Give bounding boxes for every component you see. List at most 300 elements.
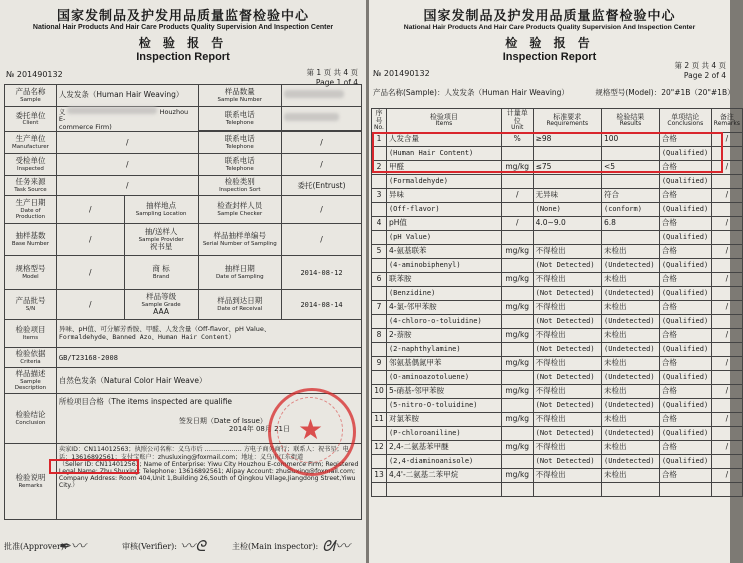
item-name: pH值 (386, 216, 501, 230)
unit: / (501, 216, 533, 230)
row-number-en (372, 454, 387, 468)
row-base (5, 224, 362, 256)
approver-label: 批准(Approver): (4, 542, 67, 551)
sample-line (373, 87, 735, 98)
remark-en (711, 286, 742, 300)
table-row-en (372, 426, 743, 440)
item-name-en: (4-chloro-o-toluidine) (386, 314, 501, 328)
column-header (372, 109, 387, 133)
row-production (5, 196, 362, 224)
item-name: 异味 (386, 188, 501, 202)
table-row-en (372, 370, 743, 384)
result: 未检出 (602, 244, 660, 258)
item-name-en: (Benzidine) (386, 286, 501, 300)
row-number-en (372, 230, 387, 244)
requirement: 不得检出 (533, 468, 601, 482)
conclusion: 合格 (659, 272, 711, 286)
task-source-label: 任务来源 Task Source (5, 176, 57, 196)
conclusion-en: (Qualified) (659, 230, 711, 244)
table-row (372, 216, 743, 230)
result: 未检出 (602, 384, 660, 398)
unit: % (501, 132, 533, 146)
item-name: 人发含量 (386, 132, 501, 146)
table-row-en (372, 454, 743, 468)
result-en: (Undetected) (602, 370, 660, 384)
remark: / (711, 216, 742, 230)
org-title-cn: 国家发制品及护发用品质量监督检验中心 (56, 9, 309, 24)
conclusion: 合格 (659, 468, 711, 482)
item-name: 4-氨基联苯 (386, 244, 501, 258)
table-row-en (372, 314, 743, 328)
result: 符合 (602, 188, 660, 202)
sampling-date-label: 抽样日期 Date of Sampling (198, 256, 282, 290)
column-header-cn: 序号 (375, 109, 383, 126)
serial-label: 样品抽样单编号 Serial Number of Sampling (198, 224, 282, 256)
row-number-en (372, 342, 387, 356)
unit-en (501, 286, 533, 300)
column-header-cn: 检验结果 (616, 113, 645, 122)
result-en: (Undetected) (602, 342, 660, 356)
model-value: / (56, 256, 124, 290)
client-tel-label: 联系电话 Telephone (198, 107, 282, 131)
conclusion: 合格 (659, 440, 711, 454)
result: 未检出 (602, 300, 660, 314)
unit: mg/kg (501, 328, 533, 342)
result: 未检出 (602, 328, 660, 342)
row-number-en (372, 258, 387, 272)
remark-en (711, 482, 742, 496)
unit: mg/kg (501, 300, 533, 314)
verifier-label: 审核(Verifier): (122, 542, 177, 551)
unit-en (501, 398, 533, 412)
column-header-cn: 备注 (719, 113, 734, 122)
item-name-en (386, 482, 501, 496)
table-row-en (372, 258, 743, 272)
task-source-value: / (56, 176, 198, 196)
items-label: 检验项目 Items (5, 320, 57, 348)
requirement-en: (Not Detected) (533, 314, 601, 328)
remark: / (711, 328, 742, 342)
table-row-en (372, 342, 743, 356)
unit-en (501, 314, 533, 328)
table-row-en (372, 202, 743, 216)
conclusion-en: (Qualified) (659, 286, 711, 300)
unit: mg/kg (501, 412, 533, 426)
row-number: 1 (372, 132, 387, 146)
unit: mg/kg (501, 160, 533, 174)
inspected-label: 受检单位 Inspected (5, 154, 57, 176)
requirement-en: (None) (533, 202, 601, 216)
remark-en (711, 258, 742, 272)
sample-label: 产品名称(Sample)： (373, 88, 445, 97)
prod-date-label: 生产日期 Date of Production (5, 196, 57, 224)
remark-en (711, 230, 742, 244)
seller-id-highlight (49, 459, 139, 474)
conclusion: 合格 (659, 188, 711, 202)
row-number: 3 (372, 188, 387, 202)
table-row (372, 272, 743, 286)
conclusion-en: (Qualified) (659, 398, 711, 412)
redacted-tel (284, 113, 339, 121)
conclusion-en: (Qualified) (659, 202, 711, 216)
org-title-en: National Hair Products And Hair Care Products Quality Supervision And Inspection Center (32, 24, 334, 31)
requirement: 不得检出 (533, 328, 601, 342)
remark: / (711, 188, 742, 202)
column-header-cn: 检验项目 (429, 113, 458, 122)
column-header-en: Conclusions (667, 120, 704, 128)
report-number: № 201490132 (6, 70, 63, 79)
report-title-en-p2: Inspection Report (502, 51, 597, 63)
client-value: 义 Houzhou E- commerce Firm) (56, 107, 198, 132)
column-header-en: Remarks (713, 120, 740, 128)
table-row (372, 468, 743, 482)
description-label: 样品描述 Sample Description (5, 368, 57, 394)
org-title-en-p2: National Hair Products And Hair Care Products Quality Supervision And Inspection Center (403, 24, 696, 31)
conclusion-en: (Qualified) (659, 314, 711, 328)
row-number: 2 (372, 160, 387, 174)
column-header-cn: 单项结论 (671, 113, 700, 122)
page-indicator-en-p2: Page 2 of 4 (683, 71, 726, 80)
column-header-en: Items (435, 120, 453, 128)
requirement: 不得检出 (533, 412, 601, 426)
base-number-value: / (56, 224, 124, 256)
conclusion: 合格 (659, 160, 711, 174)
sort-value: 委托(Entrust) (282, 176, 362, 196)
criteria-label: 检验依据 Criteria (5, 348, 57, 368)
unit: mg/kg (501, 244, 533, 258)
unit: mg/kg (501, 440, 533, 454)
client-tel-value (282, 107, 362, 131)
conclusion-en: (Qualified) (659, 454, 711, 468)
requirement: 不得检出 (533, 300, 601, 314)
result-en: (Undetected) (602, 258, 660, 272)
requirement: ≥98 (533, 132, 601, 146)
row-items (5, 320, 362, 348)
official-seal (268, 388, 356, 476)
item-name-en: (2,4-diaminoanisole) (386, 454, 501, 468)
requirement-en (533, 482, 601, 496)
conclusion: 合格 (659, 328, 711, 342)
unit-en (501, 258, 533, 272)
item-name-en: (P-chloroaniline) (386, 426, 501, 440)
row-client (5, 107, 362, 131)
row-number-en (372, 482, 387, 496)
report-page-1 (0, 0, 366, 563)
issue-label: 签发日期（Date of Issue） (178, 417, 267, 426)
column-header (602, 109, 660, 133)
row-batch (5, 290, 362, 320)
row-number-en (372, 286, 387, 300)
row-criteria (5, 348, 362, 368)
page-indicator-cn: 第 1 页 共 4 页 (306, 68, 358, 77)
conclusion: 合格 (659, 300, 711, 314)
requirement: 不得检出 (533, 356, 601, 370)
row-task-source (5, 176, 362, 196)
item-name: 5-硝基-邻甲苯胺 (386, 384, 501, 398)
item-name-en: (4-aminobiphenyl) (386, 258, 501, 272)
item-name-en: (Formaldehyde) (386, 174, 501, 188)
issue-date: 2014年 08月 21日 (228, 425, 290, 434)
batch-label: 产品批号 S/N (5, 290, 57, 320)
inspector-label: 主检(Main inspector): (232, 542, 319, 551)
item-name: 4,4'-二氨基二苯甲烷 (386, 468, 501, 482)
conclusion-en: (Qualified) (659, 370, 711, 384)
result-en (602, 230, 660, 244)
table-row (372, 356, 743, 370)
manufacturer-value: / (56, 132, 198, 154)
item-name: 2,4-二氨基苯甲醚 (386, 440, 501, 454)
sample-value: 人发发条（Human Hair Weaving） (444, 88, 569, 97)
item-name: 对氯苯胺 (386, 412, 501, 426)
remark: / (711, 300, 742, 314)
redacted-client (67, 107, 157, 114)
criteria-value: GB/T23168-2008 (56, 348, 361, 368)
model-value-p2: 20"#1B（20"#1B） (661, 88, 735, 97)
manufacturer-label: 生产单位 Manufacturer (5, 132, 57, 154)
row-number: 6 (372, 272, 387, 286)
column-header-en: Requirements (546, 120, 589, 128)
row-product (5, 85, 362, 107)
manufacturer-tel-label: 联系电话 Telephone (198, 132, 282, 154)
row-number: 9 (372, 356, 387, 370)
result-en: (conform) (602, 202, 660, 216)
item-name: 邻氨基偶氮甲苯 (386, 356, 501, 370)
column-header (386, 109, 501, 133)
remark: / (711, 412, 742, 426)
conclusion-value: 所检项目合格（The items inspected are qualifie 签发日期（Date of Issue） 2014年 08月 21日 (56, 394, 361, 444)
item-name-en: (pH Value) (386, 230, 501, 244)
remark-en (711, 426, 742, 440)
results-body (372, 132, 743, 496)
requirement-en: (Not Detected) (533, 426, 601, 440)
approver-signature: ✒︎〰 (58, 537, 86, 555)
table-row (372, 328, 743, 342)
item-name-en: (5-nitro-O-toluidine) (386, 398, 501, 412)
items-value: 异味、pH值、可分解芳香胺、甲醛、人发含量（Off-flavor、pH Value、 Formaldehyde、Banned Azo、Human Hair Content） (56, 320, 361, 348)
table-row-en (372, 174, 743, 188)
item-name-en: (Human Hair Content) (386, 146, 501, 160)
table-row-en (372, 230, 743, 244)
requirement: 不得检出 (533, 440, 601, 454)
requirement-en: (Not Detected) (533, 286, 601, 300)
requirement-en: (Not Detected) (533, 370, 601, 384)
requirement-en: (Not Detected) (533, 398, 601, 412)
inspected-value: / (56, 154, 198, 176)
row-inspected (5, 154, 362, 176)
receipt-date-label: 样品到达日期 Date of Receival (198, 290, 282, 320)
batch-value: / (56, 290, 124, 320)
result: 未检出 (602, 440, 660, 454)
item-name-en: (2-naphthylamine) (386, 342, 501, 356)
model-label-p2: 规格型号(Model)： (595, 88, 662, 97)
seal-star-icon: ★ (298, 413, 324, 446)
unit-en (501, 174, 533, 188)
unit: / (501, 188, 533, 202)
column-header (711, 109, 742, 133)
unit: mg/kg (501, 272, 533, 286)
remark-en (711, 370, 742, 384)
remark: / (711, 384, 742, 398)
row-number-en (372, 174, 387, 188)
conclusion-en: (Qualified) (659, 258, 711, 272)
row-number: 12 (372, 440, 387, 454)
report-title-cn: 检 验 报 告 (138, 36, 228, 50)
row-number: 13 (372, 468, 387, 482)
requirement: 不得检出 (533, 384, 601, 398)
requirement: 无异味 (533, 188, 601, 202)
verifier-signature: 〰ᘓ (180, 537, 206, 555)
description-value: 自然色发条（Natural Color Hair Weave） (56, 368, 361, 394)
sampling-loc-label: 抽样地点 Sampling Location (124, 196, 198, 224)
model-label: 规格型号 Model (5, 256, 57, 290)
result: 100 (602, 132, 660, 146)
row-model (5, 256, 362, 290)
conclusion-en: (Qualified) (659, 174, 711, 188)
page-indicator-cn-p2: 第 2 页 共 4 页 (674, 61, 726, 70)
result-en: (Undetected) (602, 426, 660, 440)
conclusion: 合格 (659, 216, 711, 230)
report-page-2 (369, 0, 740, 563)
conclusion: 合格 (659, 132, 711, 146)
remark: / (711, 468, 742, 482)
item-name: 甲醛 (386, 160, 501, 174)
conclusion-en: (Qualified) (659, 146, 711, 160)
remark: / (711, 440, 742, 454)
remark-en (711, 342, 742, 356)
row-number: 10 (372, 384, 387, 398)
conclusion-en: (Qualified) (659, 342, 711, 356)
table-row (372, 412, 743, 426)
row-number: 7 (372, 300, 387, 314)
table-row (372, 188, 743, 202)
requirement: 不得检出 (533, 244, 601, 258)
requirement-en: (Not Detected) (533, 454, 601, 468)
unit: mg/kg (501, 356, 533, 370)
inspected-tel-label: 联系电话 Telephone (198, 154, 282, 176)
checker-value: / (282, 196, 362, 224)
remark: / (711, 272, 742, 286)
table-row-en (372, 398, 743, 412)
unit-en (501, 202, 533, 216)
result-en: (Undetected) (602, 454, 660, 468)
remark-en (711, 202, 742, 216)
unit-en (501, 482, 533, 496)
report-title-en: Inspection Report (136, 51, 230, 63)
column-header-cn: 计量单位 (506, 109, 528, 126)
org-title-cn-p2: 国家发制品及护发用品质量监督检验中心 (423, 9, 676, 24)
result: 未检出 (602, 468, 660, 482)
remarks-value: 卖家ID：CN114012563；执照公司名称：义乌市后 ……………… 方电子商务商行；联系人：祝书星；电话：13616892561；支付宝账户：zhusluxing@foxmail.com；地址：义乌市江东街道 （Seller ID: CN114012563; Name of Enterprise: Yiwu City Houzhou E-commerce Firm; Registered Legal Name: Zhu Shuxing; Telephone: 13616892561; Alipay Account: zhusluxing@foxmail.com; Company Address: Room 404,Unit 1,Building 26,South of Qingkou Village,Jiangdong Street,Yiwu City.） (56, 444, 361, 520)
quantity-value (282, 85, 362, 107)
requirement-en: (Not Detected) (533, 258, 601, 272)
human-hair-row-highlight (372, 132, 723, 173)
remark: / (711, 244, 742, 258)
column-header-en: Unit (511, 124, 524, 132)
row-number-en (372, 202, 387, 216)
sampling-date-value: 2014-08-12 (282, 256, 362, 290)
product-name-label: 产品名称 Sample (5, 85, 57, 107)
table-row (372, 244, 743, 258)
result-en: (Undetected) (602, 286, 660, 300)
page-indicator-p2 (675, 60, 726, 80)
inspector-signature: ᘛ〰 (322, 537, 350, 555)
item-name-en: (Off-flavor) (386, 202, 501, 216)
client-label: 委托单位 Client (5, 107, 57, 132)
provider-label: 抽/送样人 Sample Provider 祝书星 (124, 224, 198, 256)
conclusion: 合格 (659, 356, 711, 370)
requirement-en (533, 230, 601, 244)
result: 6.8 (602, 216, 660, 230)
result-en (602, 482, 660, 496)
results-header-row (372, 109, 743, 133)
inspected-tel-value: / (282, 154, 362, 176)
unit: mg/kg (501, 468, 533, 482)
receipt-date-value: 2014-08-14 (282, 290, 362, 320)
serial-value: / (282, 224, 362, 256)
report-title-cn-p2: 检 验 报 告 (505, 36, 594, 50)
remark: / (711, 132, 742, 146)
quantity-label: 样品数量 Sample Number (198, 85, 282, 107)
unit-en (501, 370, 533, 384)
remarks-label: 检验说明 Remarks (5, 444, 57, 520)
remark: / (711, 160, 742, 174)
item-name: 4-氯-邻甲苯胺 (386, 300, 501, 314)
row-number-en (372, 370, 387, 384)
item-name: 2-萘胺 (386, 328, 501, 342)
requirement: ≤75 (533, 160, 601, 174)
remark-en (711, 398, 742, 412)
checker-label: 检查封样人员 Sample Checker (198, 196, 282, 224)
result-en: (Undetected) (602, 398, 660, 412)
prod-date-value: / (56, 196, 124, 224)
result: 未检出 (602, 412, 660, 426)
unit-en (501, 426, 533, 440)
item-name-en: (O-aminoazotoluene) (386, 370, 501, 384)
brand-label: 商 标 Brand (124, 256, 198, 290)
product-name-value: 人发发条（Human Hair Weaving） (56, 85, 198, 107)
table-row (372, 440, 743, 454)
column-header-en: Results (619, 120, 642, 128)
requirement-en (533, 174, 601, 188)
item-name: 联苯胺 (386, 272, 501, 286)
conclusion: 合格 (659, 412, 711, 426)
result: <5 (602, 160, 660, 174)
unit-en (501, 230, 533, 244)
conclusion-en (659, 482, 711, 496)
column-header-cn: 标准要求 (553, 113, 582, 122)
conclusion-en: (Qualified) (659, 426, 711, 440)
grade-label: 样品等级 Sample Grade AAA (124, 290, 198, 320)
column-header (501, 109, 533, 133)
row-number: 11 (372, 412, 387, 426)
table-row-en (372, 482, 743, 496)
unit-en (501, 454, 533, 468)
remark-en (711, 454, 742, 468)
report-number-p2: № 201490132 (373, 69, 430, 78)
column-header (533, 109, 601, 133)
conclusion-label: 检验结论 Conclusion (5, 394, 57, 444)
unit-en (501, 342, 533, 356)
result: 未检出 (602, 356, 660, 370)
row-number-en (372, 426, 387, 440)
row-number: 8 (372, 328, 387, 342)
remark: / (711, 356, 742, 370)
row-number-en (372, 398, 387, 412)
sort-label: 检验类别 Inspection Sort (198, 176, 282, 196)
remark-en (711, 314, 742, 328)
conclusion: 合格 (659, 384, 711, 398)
unit: mg/kg (501, 384, 533, 398)
